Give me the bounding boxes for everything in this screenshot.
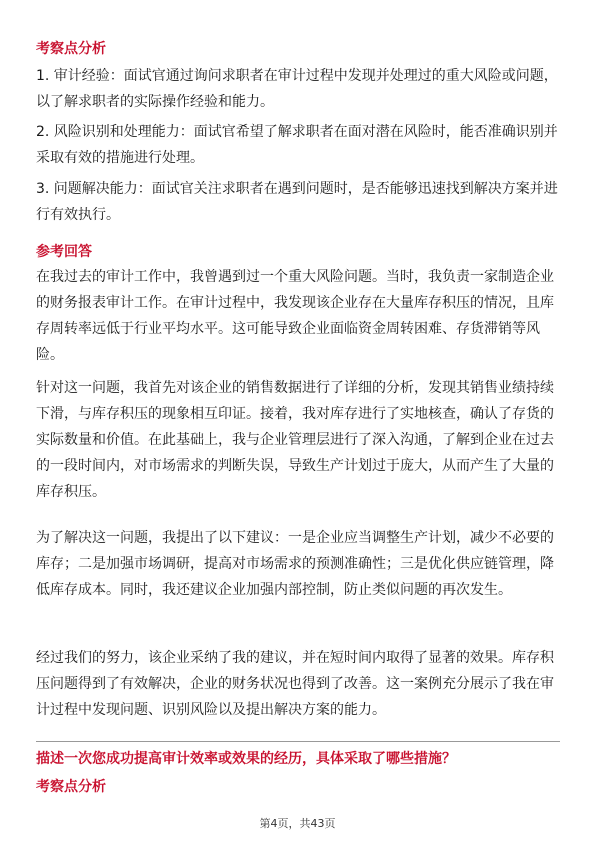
answer-paragraph-4: 经过我们的努力，该企业采纳了我的建议，并在短时间内取得了显著的效果。库存积压问题得到了有效解决，企业的财务状况也得到了改善。这一案例充分展示了我在审计过程中发现问题、识别风险以及提出解决方案的能力。	[36, 650, 554, 718]
page-number-footer: 第4页，共43页	[259, 817, 336, 830]
section-heading-analysis-next: 考察点分析	[36, 779, 106, 795]
analysis-item-3: 3. 问题解决能力：面试官关注求职者在遇到问题时，是否能够迅速找到解决方案并进行有效执行。	[36, 181, 558, 223]
analysis-item-1: 1. 审计经验：面试官通过询问求职者在审计过程中发现并处理过的重大风险或问题，以了解求职者的实际操作经验和能力。	[36, 68, 558, 110]
answer-paragraph-2: 针对这一问题，我首先对该企业的销售数据进行了详细的分析，发现其销售业绩持续下滑，与库存积压的现象相互印证。接着，我对库存进行了实地核查，确认了存货的实际数量和价值。在此基础上，我与企业管理层进行了深入沟通，了解到企业在过去的一段时间内，对市场需求的判断失误，导致生产计划过于庞大，从而产生了大量的库存积压。	[36, 380, 554, 500]
answer-paragraph-3: 为了解决这一问题，我提出了以下建议：一是企业应当调整生产计划，减少不必要的库存；二是加强市场调研，提高对市场需求的预测准确性；三是优化供应链管理，降低库存成本。同时，我还建议企业加强内部控制，防止类似问题的再次发生。	[36, 530, 554, 598]
section-heading-reference-answer: 参考回答	[36, 244, 92, 260]
section-divider	[36, 741, 560, 742]
answer-paragraph-1: 在我过去的审计工作中，我曾遇到过一个重大风险问题。当时，我负责一家制造企业的财务报表审计工作。在审计过程中，我发现该企业存在大量库存积压的情况，且库存周转率远低于行业平均水平。这可能导致企业面临资金周转困难、存货滞销等风险。	[36, 269, 554, 363]
analysis-item-2: 2. 风险识别和处理能力：面试官希望了解求职者在面对潜在风险时，能否准确识别并采取有效的措施进行处理。	[36, 124, 558, 166]
section-heading-analysis: 考察点分析	[36, 41, 106, 57]
next-question-heading: 描述一次您成功提高审计效率或效果的经历，具体采取了哪些措施？	[36, 751, 456, 767]
